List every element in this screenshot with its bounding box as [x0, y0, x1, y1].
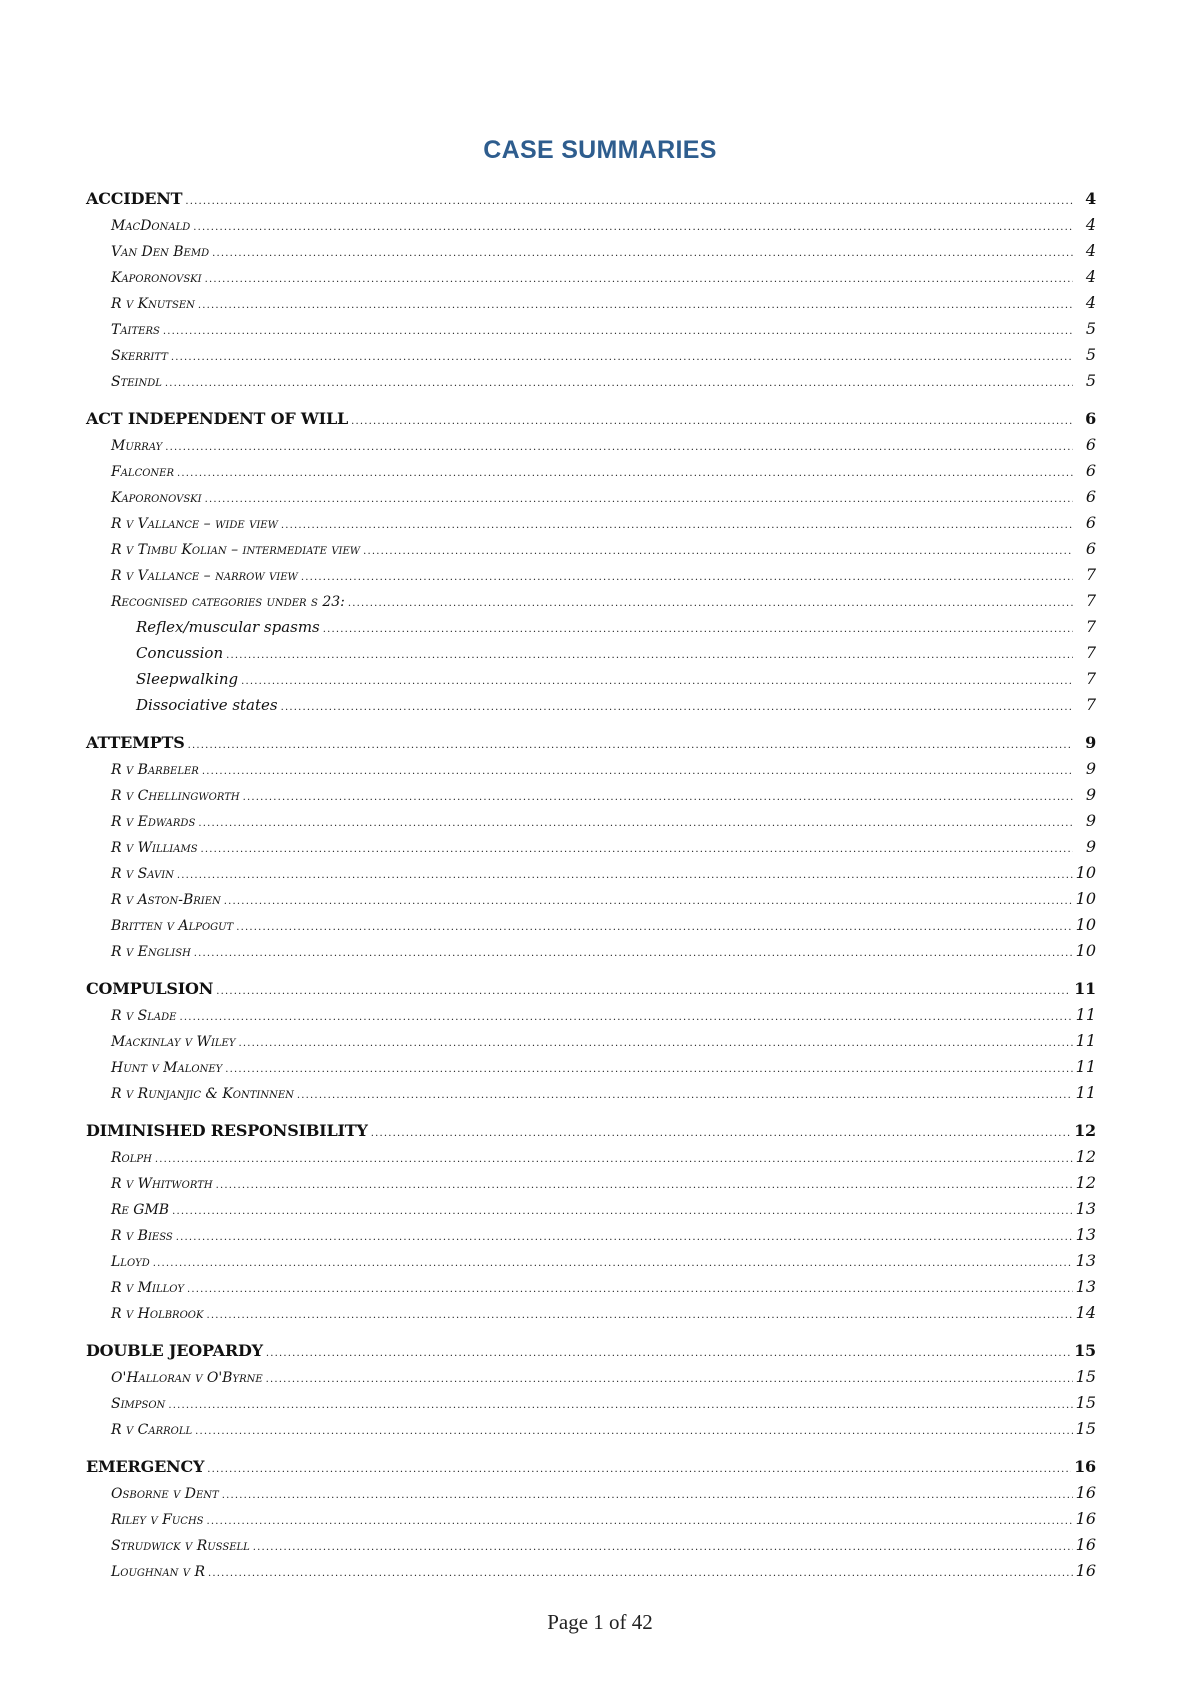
toc-entry-label: Rolph	[111, 1150, 152, 1166]
toc-case-entry[interactable]	[86, 1002, 1096, 1028]
toc-page-number: 13	[1075, 1277, 1096, 1296]
toc-entry-label: Dissociative states	[136, 696, 278, 714]
toc-entry-label: R v Milloy	[111, 1280, 185, 1296]
toc-entry-label: Lloyd	[111, 1254, 150, 1270]
toc-page-number: 4	[1085, 189, 1096, 208]
toc-entry-label: Murray	[111, 438, 163, 454]
toc-leader-dots	[177, 461, 1073, 487]
toc-case-entry[interactable]	[86, 368, 1096, 394]
toc-leader-dots	[168, 1393, 1072, 1419]
toc-leader-dots	[281, 695, 1073, 721]
toc-section-entry[interactable]	[86, 406, 1096, 432]
toc-entry-label: Mackinlay v Wiley	[111, 1034, 236, 1050]
toc-entry-label: R v Chellingworth	[111, 788, 240, 804]
toc-case-entry[interactable]	[86, 432, 1096, 458]
toc-case-entry[interactable]	[86, 536, 1096, 562]
toc-entry-label: DOUBLE JEOPARDY	[86, 1341, 263, 1360]
toc-leader-dots	[201, 837, 1073, 863]
toc-entry-label: R v Whitworth	[111, 1176, 213, 1192]
toc-entry-label: Falconer	[111, 464, 175, 480]
toc-leader-dots	[193, 215, 1073, 241]
toc-entry-label: Kaporonovski	[111, 490, 202, 506]
toc-page-number: 11	[1075, 1083, 1096, 1102]
toc-entry-label: Sleepwalking	[136, 670, 239, 688]
toc-leader-dots	[243, 785, 1073, 811]
toc-page-number: 7	[1085, 669, 1096, 688]
toc-case-entry[interactable]	[86, 938, 1096, 964]
toc-page-number: 12	[1074, 1121, 1096, 1140]
toc-case-entry[interactable]	[86, 1144, 1096, 1170]
toc-case-entry[interactable]	[86, 808, 1096, 834]
toc-entry-label: O'Halloran v O'Byrne	[111, 1370, 263, 1386]
toc-case-entry[interactable]	[86, 484, 1096, 510]
toc-case-entry[interactable]	[86, 1170, 1096, 1196]
toc-case-entry[interactable]	[86, 562, 1096, 588]
toc-case-entry[interactable]	[86, 1532, 1096, 1558]
toc-entry-label: COMPULSION	[86, 979, 214, 998]
toc-case-entry[interactable]	[86, 264, 1096, 290]
toc-page-number: 4	[1085, 241, 1096, 260]
toc-entry-label: Simpson	[111, 1396, 166, 1412]
toc-leader-dots	[348, 591, 1073, 617]
toc-subentry[interactable]	[86, 692, 1096, 718]
toc-page-number: 9	[1085, 733, 1096, 752]
toc-page-number: 16	[1075, 1509, 1096, 1528]
toc-leader-dots	[238, 1031, 1072, 1057]
toc-case-entry[interactable]	[86, 1274, 1096, 1300]
toc-section-entry[interactable]	[86, 1338, 1096, 1364]
toc-case-entry[interactable]	[86, 1080, 1096, 1106]
toc-case-entry[interactable]	[86, 238, 1096, 264]
toc-case-entry[interactable]	[86, 1416, 1096, 1442]
toc-case-entry[interactable]	[86, 1248, 1096, 1274]
toc-case-entry[interactable]	[86, 510, 1096, 536]
toc-page-number: 15	[1075, 1367, 1096, 1386]
toc-page-number: 11	[1074, 979, 1096, 998]
toc-entry-label: R v Holbrook	[111, 1306, 204, 1322]
toc-entry-label: R v Runjanjic & Kontinnen	[111, 1086, 294, 1102]
toc-page-number: 13	[1075, 1199, 1096, 1218]
toc-entry-label: EMERGENCY	[86, 1457, 205, 1476]
toc-page-number: 10	[1075, 915, 1096, 934]
toc-entry-label: R v Timbu Kolian – intermediate view	[111, 542, 361, 558]
toc-leader-dots	[195, 1419, 1073, 1445]
toc-page-number: 11	[1075, 1057, 1096, 1076]
toc-page-number: 6	[1085, 435, 1096, 454]
toc-case-entry[interactable]	[86, 912, 1096, 938]
toc-leader-dots	[323, 617, 1073, 643]
toc-case-entry[interactable]	[86, 1196, 1096, 1222]
toc-page-number: 13	[1075, 1251, 1096, 1270]
toc-leader-dots	[281, 513, 1073, 539]
toc-page-number: 6	[1085, 461, 1096, 480]
toc-section-entry[interactable]	[86, 730, 1096, 756]
toc-entry-label: R v Biess	[111, 1228, 173, 1244]
toc-page-number: 14	[1075, 1303, 1096, 1322]
toc-entry-label: ACCIDENT	[86, 189, 183, 208]
toc-page-number: 4	[1085, 215, 1096, 234]
toc-page-number: 5	[1085, 345, 1096, 364]
toc-page-number: 6	[1085, 409, 1096, 428]
toc-entry-label: R v Williams	[111, 840, 198, 856]
toc-section-entry[interactable]	[86, 186, 1096, 212]
toc-leader-dots	[225, 1057, 1072, 1083]
toc-entry-label: Riley v Fuchs	[111, 1512, 204, 1528]
page-footer: Page 1 of 42	[547, 1610, 653, 1634]
toc-case-entry[interactable]	[86, 860, 1096, 886]
toc-leader-dots	[363, 539, 1073, 565]
toc-case-entry[interactable]	[86, 1222, 1096, 1248]
toc-page-number: 16	[1075, 1483, 1096, 1502]
toc-leader-dots	[297, 1083, 1073, 1109]
toc-leader-dots	[253, 1535, 1073, 1561]
toc-page-number: 16	[1074, 1457, 1096, 1476]
toc-entry-label: R v Barbeler	[111, 762, 199, 778]
toc-leader-dots	[301, 565, 1073, 591]
toc-page-number: 15	[1075, 1419, 1096, 1438]
toc-leader-dots	[171, 345, 1073, 371]
toc-page-number: 5	[1085, 371, 1096, 390]
toc-entry-label: Concussion	[136, 644, 224, 662]
toc-leader-dots	[236, 915, 1072, 941]
toc-section-entry[interactable]	[86, 976, 1096, 1002]
toc-entry-label: MacDonald	[111, 218, 191, 234]
toc-section-entry[interactable]	[86, 1118, 1096, 1144]
toc-case-entry[interactable]	[86, 1558, 1096, 1584]
toc-leader-dots	[208, 1561, 1073, 1587]
toc-leader-dots	[188, 733, 1073, 759]
toc-leader-dots	[172, 1199, 1073, 1225]
toc-entry-label: Taiters	[111, 322, 160, 338]
toc-entry-label: Strudwick v Russell	[111, 1538, 250, 1554]
toc-page-number: 4	[1085, 267, 1096, 286]
toc-page-number: 7	[1085, 591, 1096, 610]
toc-page-number: 6	[1085, 513, 1096, 532]
toc-entry-label: ACT INDEPENDENT OF WILL	[86, 409, 349, 428]
toc-page-number: 7	[1085, 565, 1096, 584]
toc-leader-dots	[216, 1173, 1073, 1199]
toc-leader-dots	[177, 863, 1073, 889]
table-of-contents	[86, 186, 1096, 1584]
toc-entry-label: R v English	[111, 944, 191, 960]
toc-case-entry[interactable]	[86, 1028, 1096, 1054]
toc-case-entry[interactable]	[86, 316, 1096, 342]
toc-case-entry[interactable]	[86, 782, 1096, 808]
toc-case-entry[interactable]	[86, 212, 1096, 238]
toc-case-entry[interactable]	[86, 1480, 1096, 1506]
toc-case-entry[interactable]	[86, 1054, 1096, 1080]
toc-leader-dots	[185, 189, 1073, 215]
toc-case-entry[interactable]	[86, 588, 1096, 614]
toc-case-entry[interactable]	[86, 1364, 1096, 1390]
toc-leader-dots	[351, 409, 1073, 435]
toc-entry-label: DIMINISHED RESPONSIBILITY	[86, 1121, 368, 1140]
toc-case-entry[interactable]	[86, 756, 1096, 782]
toc-case-entry[interactable]	[86, 834, 1096, 860]
toc-entry-label: Recognised categories under s 23:	[111, 594, 345, 610]
toc-leader-dots	[207, 1509, 1073, 1535]
toc-case-entry[interactable]	[86, 1390, 1096, 1416]
toc-leader-dots	[155, 1147, 1073, 1173]
toc-page-number: 6	[1085, 539, 1096, 558]
toc-leader-dots	[371, 1121, 1071, 1147]
toc-page-number: 15	[1075, 1393, 1096, 1412]
toc-entry-label: Reflex/muscular spasms	[136, 618, 320, 636]
toc-page-number: 5	[1085, 319, 1096, 338]
toc-page-number: 12	[1075, 1173, 1096, 1192]
toc-entry-label: Re GMB	[111, 1202, 170, 1218]
toc-page-number: 9	[1085, 785, 1096, 804]
toc-page-number: 4	[1085, 293, 1096, 312]
toc-leader-dots	[224, 889, 1073, 915]
toc-leader-dots	[241, 669, 1073, 695]
toc-entry-label: R v Aston-Brien	[111, 892, 221, 908]
toc-subentry[interactable]	[86, 614, 1096, 640]
toc-page-number: 16	[1075, 1561, 1096, 1580]
toc-page-number: 11	[1075, 1031, 1096, 1050]
toc-leader-dots	[216, 979, 1071, 1005]
toc-entry-label: Britten v Alpogut	[111, 918, 234, 934]
toc-leader-dots	[202, 759, 1073, 785]
toc-entry-label: R v Knutsen	[111, 296, 195, 312]
toc-entry-label: Kaporonovski	[111, 270, 202, 286]
toc-page-number: 10	[1075, 941, 1096, 960]
toc-page-number: 11	[1075, 1005, 1096, 1024]
toc-page-number: 15	[1074, 1341, 1096, 1360]
toc-subentry[interactable]	[86, 640, 1096, 666]
toc-page-number: 7	[1085, 695, 1096, 714]
toc-case-entry[interactable]	[86, 886, 1096, 912]
toc-entry-label: R v Edwards	[111, 814, 196, 830]
toc-page-number: 9	[1085, 837, 1096, 856]
toc-leader-dots	[205, 267, 1073, 293]
toc-page-number: 7	[1085, 643, 1096, 662]
toc-section-entry[interactable]	[86, 1454, 1096, 1480]
toc-case-entry[interactable]	[86, 342, 1096, 368]
toc-leader-dots	[179, 1005, 1072, 1031]
toc-entry-label: Hunt v Maloney	[111, 1060, 223, 1076]
toc-leader-dots	[222, 1483, 1073, 1509]
toc-leader-dots	[207, 1457, 1071, 1483]
toc-leader-dots	[198, 293, 1073, 319]
toc-entry-label: Steindl	[111, 374, 162, 390]
toc-leader-dots	[153, 1251, 1073, 1277]
toc-entry-label: Osborne v Dent	[111, 1486, 219, 1502]
toc-leader-dots	[206, 1303, 1072, 1329]
toc-page-number: 12	[1075, 1147, 1096, 1166]
toc-page-number: 7	[1085, 617, 1096, 636]
toc-entry-label: R v Carroll	[111, 1422, 193, 1438]
toc-case-entry[interactable]	[86, 458, 1096, 484]
toc-page-number: 10	[1075, 889, 1096, 908]
toc-leader-dots	[266, 1367, 1073, 1393]
toc-page-number: 16	[1075, 1535, 1096, 1554]
toc-entry-label: Skerritt	[111, 348, 168, 364]
page-title: CASE SUMMARIES	[483, 136, 717, 164]
toc-page-number: 13	[1075, 1225, 1096, 1244]
toc-case-entry[interactable]	[86, 290, 1096, 316]
toc-page-number: 9	[1085, 811, 1096, 830]
toc-leader-dots	[205, 487, 1073, 513]
toc-case-entry[interactable]	[86, 1300, 1096, 1326]
toc-leader-dots	[266, 1341, 1071, 1367]
toc-leader-dots	[226, 643, 1073, 669]
toc-leader-dots	[176, 1225, 1073, 1251]
toc-leader-dots	[165, 371, 1073, 397]
toc-entry-label: Loughnan v R	[111, 1564, 206, 1580]
toc-subentry[interactable]	[86, 666, 1096, 692]
toc-entry-label: ATTEMPTS	[86, 733, 185, 752]
toc-leader-dots	[187, 1277, 1073, 1303]
toc-page-number: 6	[1085, 487, 1096, 506]
toc-leader-dots	[212, 241, 1073, 267]
toc-page-number: 10	[1075, 863, 1096, 882]
toc-leader-dots	[194, 941, 1073, 967]
toc-leader-dots	[163, 319, 1073, 345]
toc-case-entry[interactable]	[86, 1506, 1096, 1532]
toc-entry-label: R v Savin	[111, 866, 174, 882]
toc-entry-label: R v Vallance – narrow view	[111, 568, 298, 584]
toc-entry-label: R v Vallance – wide view	[111, 516, 278, 532]
toc-entry-label: R v Slade	[111, 1008, 177, 1024]
toc-leader-dots	[165, 435, 1073, 461]
toc-page-number: 9	[1085, 759, 1096, 778]
toc-leader-dots	[198, 811, 1073, 837]
toc-entry-label: Van Den Bemd	[111, 244, 210, 260]
